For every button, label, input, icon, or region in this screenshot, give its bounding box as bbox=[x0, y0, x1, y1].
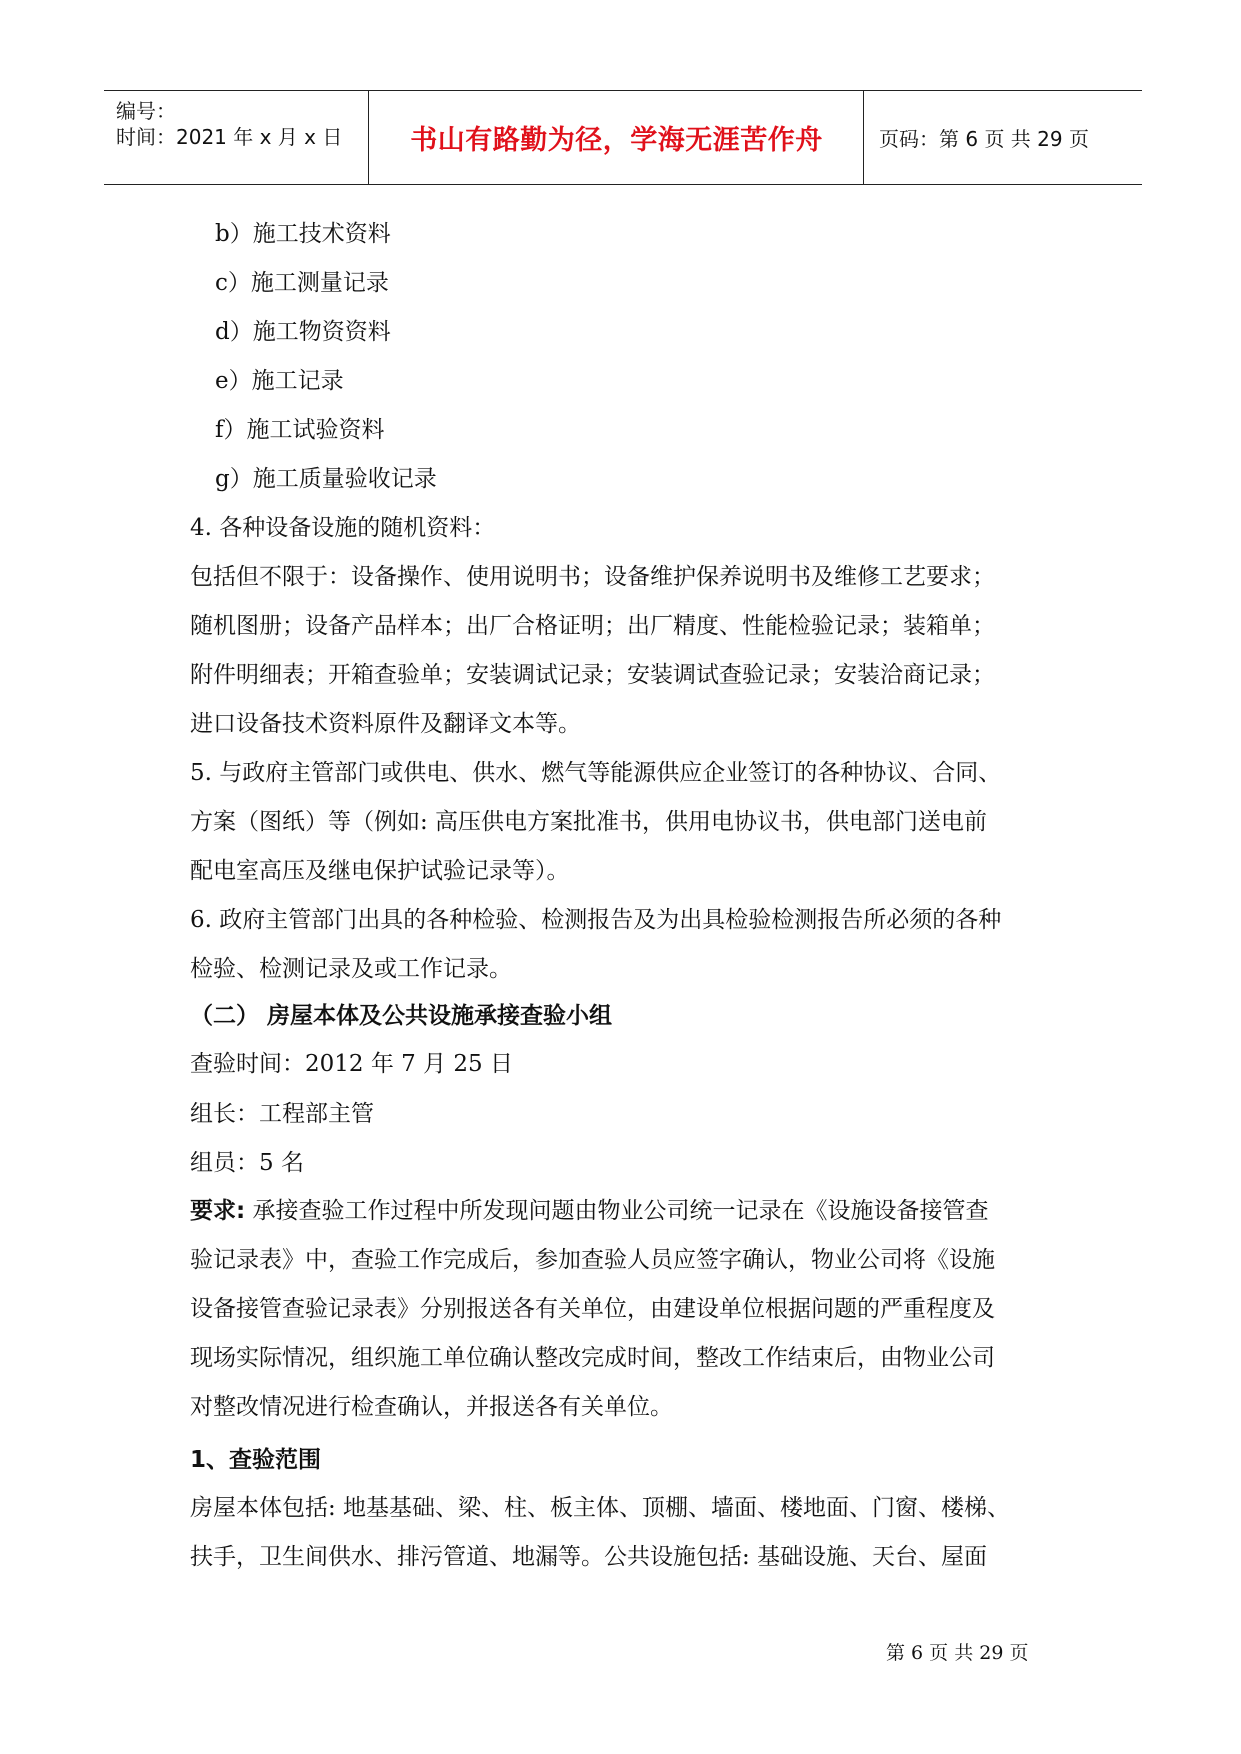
section-title: 4. 各种设备设施的随机资料： bbox=[190, 515, 496, 541]
paragraph-line: 房屋本体包括: 地基基础、梁、柱、板主体、顶棚、墙面、楼地面、门窗、楼梯、 bbox=[190, 1495, 1011, 1521]
paragraph-line: 附件明细表；开箱查验单；安装调试记录；安装调试查验记录；安装洽商记录； bbox=[190, 662, 995, 688]
inspection-time: 查验时间：2012 年 7 月 25 日 bbox=[190, 1051, 513, 1077]
group-leader: 组长：工程部主管 bbox=[190, 1101, 374, 1127]
paragraph-line: 随机图册；设备产品样本；出厂合格证明；出厂精度、性能检验记录；装箱单； bbox=[190, 613, 995, 639]
requirement-label: 要求: bbox=[190, 1198, 246, 1224]
paragraph-line: 进口设备技术资料原件及翻译文本等。 bbox=[190, 711, 581, 737]
list-item: g）施工质量验收记录 bbox=[215, 466, 437, 492]
section-heading: （二） 房屋本体及公共设施承接查验小组 bbox=[190, 1003, 613, 1029]
group-members: 组员：5 名 bbox=[190, 1150, 304, 1176]
section-heading: 1、查验范围 bbox=[190, 1447, 322, 1473]
list-item: b）施工技术资料 bbox=[215, 221, 391, 247]
paragraph-line: 配电室高压及继电保护试验记录等）。 bbox=[190, 858, 570, 884]
header-page-code: 页码：第 6 页 共 29 页 bbox=[879, 127, 1089, 151]
paragraph-line: 设备接管查验记录表》分别报送各有关单位，由建设单位根据问题的严重程度及 bbox=[190, 1296, 995, 1322]
doc-time-label: 时间：2021 年 x 月 x 日 bbox=[116, 125, 343, 149]
paragraph-line: 检验、检测记录及或工作记录。 bbox=[190, 956, 512, 982]
header-motto: 书山有路勤为径，学海无涯苦作舟 bbox=[410, 125, 823, 156]
header-page-cell bbox=[865, 91, 1142, 184]
paragraph-line: 方案（图纸）等（例如: 高压供电方案批准书，供用电协议书，供电部门送电前 bbox=[190, 809, 988, 835]
requirement-line bbox=[190, 1196, 989, 1226]
paragraph-line: 现场实际情况，组织施工单位确认整改完成时间，整改工作结束后，由物业公司 bbox=[190, 1345, 995, 1371]
paragraph-line: 5. 与政府主管部门或供电、供水、燃气等能源供应企业签订的各种协议、合同、 bbox=[190, 760, 1002, 786]
doc-number-label: 编号： bbox=[116, 99, 176, 123]
header-motto-cell bbox=[370, 91, 864, 184]
paragraph-line: 包括但不限于：设备操作、使用说明书；设备维护保养说明书及维修工艺要求； bbox=[190, 564, 995, 590]
page-footer: 第 6 页 共 29 页 bbox=[886, 1642, 1029, 1664]
list-item: f）施工试验资料 bbox=[215, 417, 385, 443]
paragraph-line: 验记录表》中，查验工作完成后，参加查验人员应签字确认，物业公司将《设施 bbox=[190, 1247, 995, 1273]
list-item: d）施工物资资料 bbox=[215, 319, 391, 345]
paragraph-line: 扶手，卫生间供水、排污管道、地漏等。公共设施包括: 基础设施、天台、屋面 bbox=[190, 1544, 988, 1570]
paragraph-line: 对整改情况进行检查确认，并报送各有关单位。 bbox=[190, 1394, 673, 1420]
page-header bbox=[104, 90, 1142, 185]
list-item: c）施工测量记录 bbox=[215, 270, 389, 296]
header-meta-cell bbox=[104, 91, 369, 184]
list-item: e）施工记录 bbox=[215, 368, 344, 394]
requirement-text: 承接查验工作过程中所发现问题由物业公司统一记录在《设施设备接管查 bbox=[245, 1198, 989, 1224]
paragraph-line: 6. 政府主管部门出具的各种检验、检测报告及为出具检验检测报告所必须的各种 bbox=[190, 907, 1002, 933]
